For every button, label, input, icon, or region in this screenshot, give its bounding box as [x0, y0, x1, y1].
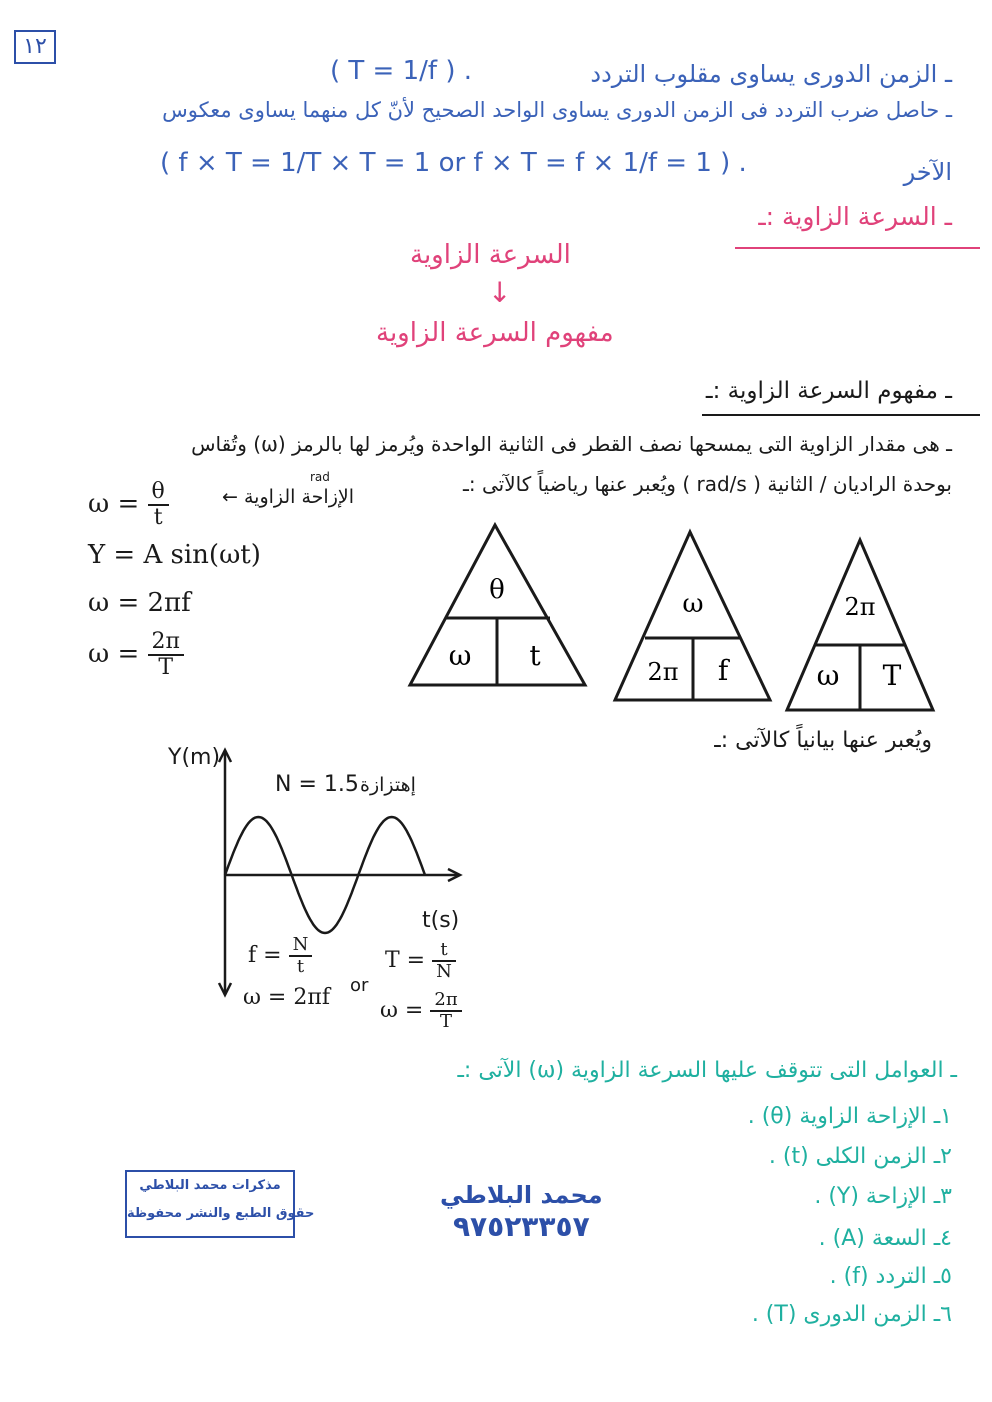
signature	[440, 1180, 603, 1244]
f-num: N	[289, 935, 313, 957]
t-den: N	[436, 961, 452, 982]
eq4-fraction	[148, 630, 184, 680]
eq4-den: T	[158, 655, 174, 680]
triangle-3-left: ω	[816, 659, 840, 692]
factor-item-4: ٤ـ السعة (A) .	[818, 1226, 952, 1251]
triangle-2-left: 2π	[647, 658, 679, 686]
concept-line-1: ـ هى مقدار الزاوية التى يمسحها نصف القطر فى الثانية الواحدة ويُرمز لها بالرمز (ω) وتُقاس	[191, 432, 952, 456]
formula-t-t-n	[385, 940, 456, 982]
factor-item-1: ١ـ الإزاحة الزاوية (θ) .	[747, 1104, 952, 1129]
section-heading-text: ـ السرعة الزاوية :ـ	[758, 202, 952, 231]
map-bottom: مفهوم السرعة الزاوية	[376, 318, 614, 348]
equation-omega-2pif: ω = 2πf	[88, 588, 191, 618]
intro-line-1-formula: ( T = 1/f ) .	[330, 56, 472, 86]
t-lhs: T =	[385, 948, 426, 973]
intro-line-1-text: ـ الزمن الدورى يساوى مقلوب التردد	[590, 60, 952, 88]
w2-lhs: ω =	[380, 998, 424, 1023]
triangle-2-top: ω	[682, 589, 704, 619]
equation-omega-theta-t	[88, 480, 169, 530]
copyright-stamp	[125, 1170, 315, 1238]
graph-y-label: Y(m)	[168, 745, 221, 770]
concept-heading-underline	[702, 414, 980, 416]
eq4-lhs: ω =	[88, 639, 140, 669]
rad-note: rad	[310, 470, 330, 484]
section-heading-underline	[735, 247, 980, 249]
stamp-line-1: مذكرات محمد البلاطي	[139, 1178, 281, 1193]
triangle-2	[615, 532, 770, 700]
factor-item-6: ٦ـ الزمن الدورى (T) .	[751, 1302, 952, 1327]
triangle-2-right: f	[717, 654, 729, 687]
graph-x-label: t(s)	[422, 908, 460, 933]
w2-fraction	[430, 990, 461, 1032]
triangle-1	[410, 525, 585, 685]
factor-item-2: ٢ـ الزمن الكلى (t) .	[768, 1144, 952, 1169]
formula-w-2pi-t	[380, 990, 462, 1032]
map-top: السرعة الزاوية	[410, 240, 571, 270]
formula-w-2pif: ω = 2πf	[243, 985, 330, 1010]
triangle-1-right: t	[529, 639, 541, 672]
formula-f-n-t	[248, 935, 312, 977]
f-den: t	[296, 956, 305, 977]
w2-num: 2π	[430, 990, 461, 1012]
triangle-1-left: ω	[448, 639, 472, 672]
w2-den: T	[440, 1011, 453, 1032]
section-heading	[758, 202, 952, 231]
eq4-num: 2π	[148, 630, 184, 656]
factor-item-5: ٥ـ التردد (f) .	[829, 1264, 952, 1289]
graph-note: ويُعبر عنها بيانياً كالآتى :ـ	[714, 728, 932, 753]
signature-phone: ٩٧٥٢٣٣٥٧	[452, 1210, 590, 1243]
graph-n-word: إهتزازة	[360, 774, 416, 796]
concept-heading: ـ مفهوم السرعة الزاوية :ـ	[705, 378, 952, 404]
f-lhs: f =	[248, 943, 282, 968]
eq1-lhs: ω =	[88, 489, 140, 519]
stamp-line-2: حقوق الطبع والنشر محفوظة	[127, 1206, 315, 1221]
equation-omega-2pi-t	[88, 630, 184, 680]
page-number: ١٢	[14, 30, 56, 64]
eq1-num: θ	[148, 480, 169, 506]
equation-y-asin: Y = A sin(ωt)	[88, 540, 261, 570]
formula-or: or	[350, 975, 369, 996]
triangle-3-right: T	[882, 659, 902, 692]
eq1-fraction	[148, 480, 169, 530]
t-num: t	[432, 940, 456, 962]
displacement-note: ← الإزاحة الزاوية	[222, 486, 354, 508]
triangle-3	[787, 540, 933, 710]
concept-line-2: بوحدة الراديان / الثانية ( rad/s ) ويُعبر عنها رياضياً كالآتى :ـ	[463, 472, 952, 496]
map-arrow-icon: ↓	[488, 276, 512, 309]
eq1-den: t	[153, 505, 163, 530]
f-fraction	[289, 935, 313, 977]
factors-heading: ـ العوامل التى تتوقف عليها السرعة الزاوية (ω) الآتى :ـ	[457, 1058, 957, 1083]
signature-name: محمد البلاطي	[440, 1181, 603, 1209]
intro-line-3-formula: ( f × T = 1/T × T = 1 or f × T = f × 1/f = 1 ) .	[160, 148, 747, 178]
intro-line-2: ـ حاصل ضرب التردد فى الزمن الدورى يساوى الواحد الصحيح لأنّ كل منهما يساوى معكوس	[162, 98, 952, 122]
intro-line-1	[590, 60, 952, 88]
triangle-1-top: θ	[489, 575, 505, 605]
t-fraction	[432, 940, 456, 982]
intro-line-3-prefix: الآخر	[903, 158, 952, 186]
factor-item-3: ٣ـ الإزاحة (Y) .	[814, 1184, 952, 1209]
graph-n-label: N = 1.5	[275, 772, 359, 797]
formula-triangles	[405, 520, 965, 720]
triangle-3-top: 2π	[844, 593, 876, 621]
